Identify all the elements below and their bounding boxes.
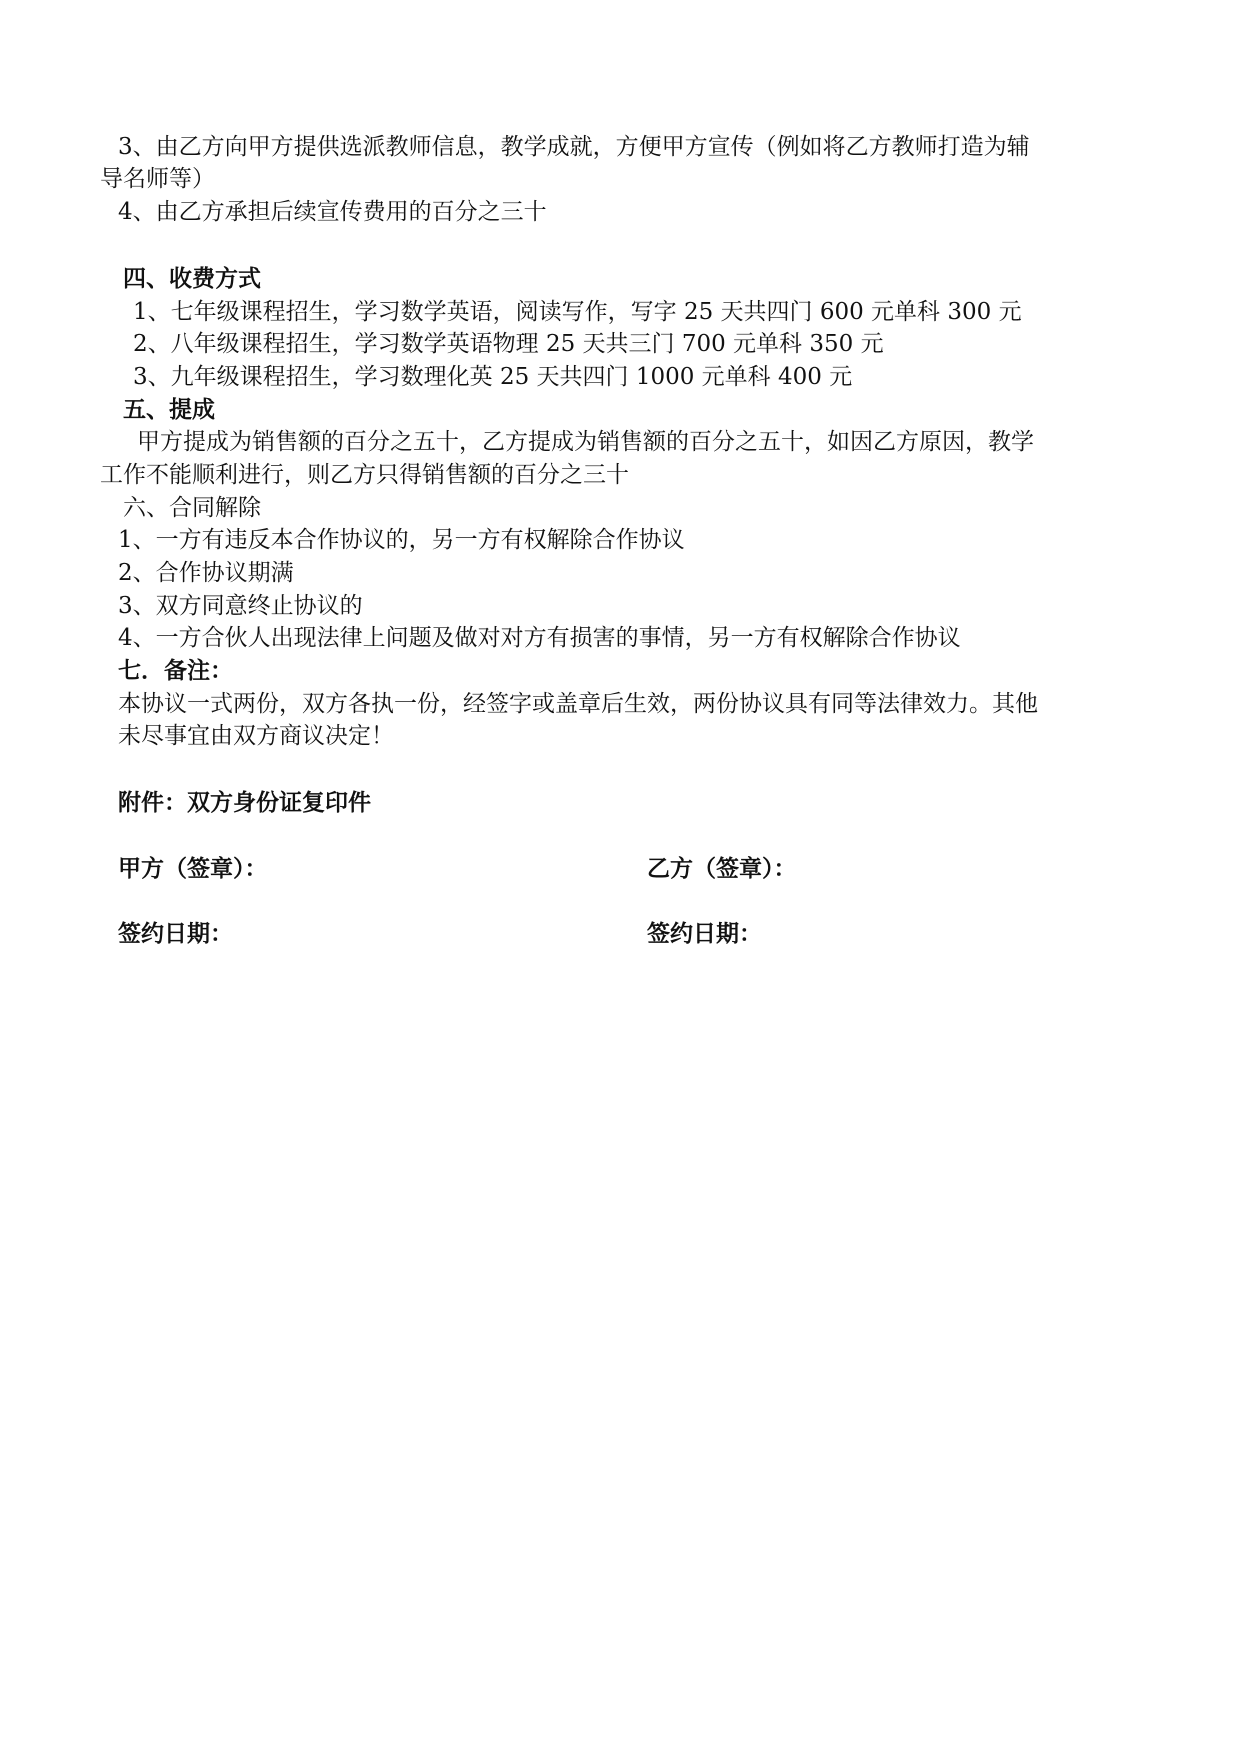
section4-item-2: 2、八年级课程招生，学习数学英语物理 25 天共三门 700 元单科 350 元 bbox=[133, 331, 884, 357]
section3-item3-line2: 导名师等） bbox=[100, 166, 215, 192]
section3-item4: 4、由乙方承担后续宣传费用的百分之三十 bbox=[118, 199, 547, 225]
section4-item-3: 3、九年级课程招生，学习数理化英 25 天共四门 1000 元单科 400 元 bbox=[133, 364, 853, 390]
section7-heading: 七．备注： bbox=[118, 658, 233, 684]
section6-heading: 六、合同解除 bbox=[123, 495, 261, 521]
attachment-note: 附件：双方身份证复印件 bbox=[118, 790, 371, 816]
section4-item-1: 1、七年级课程招生，学习数学英语，阅读写作，写字 25 天共四门 600 元单科 300 元 bbox=[133, 299, 1022, 325]
section6-item-4: 4、一方合伙人出现法律上问题及做对对方有损害的事情，另一方有权解除合作协议 bbox=[118, 625, 961, 651]
section6-item-1: 1、一方有违反本合作协议的，另一方有权解除合作协议 bbox=[118, 527, 685, 553]
section7-para-line1: 本协议一式两份，双方各执一份，经签字或盖章后生效，两份协议具有同等法律效力。其他 bbox=[118, 691, 1038, 717]
section6-item-2: 2、合作协议期满 bbox=[118, 560, 294, 586]
section5-para-line2: 工作不能顺利进行，则乙方只得销售额的百分之三十 bbox=[100, 462, 629, 488]
party-b-date-label: 签约日期： bbox=[647, 921, 762, 947]
party-b-signature-label: 乙方（签章）： bbox=[647, 856, 797, 882]
section7-para-line2: 未尽事宜由双方商议决定！ bbox=[118, 723, 394, 749]
party-a-date-label: 签约日期： bbox=[118, 921, 233, 947]
section3-item3-line1: 3、由乙方向甲方提供选派教师信息，教学成就，方便甲方宣传（例如将乙方教师打造为辅 bbox=[118, 134, 1030, 160]
section4-heading: 四、收费方式 bbox=[123, 266, 261, 292]
section5-heading: 五、提成 bbox=[123, 397, 215, 423]
section6-item-3: 3、双方同意终止协议的 bbox=[118, 593, 363, 619]
section5-para-line1: 甲方提成为销售额的百分之五十，乙方提成为销售额的百分之五十，如因乙方原因，教学 bbox=[137, 429, 1034, 455]
party-a-signature-label: 甲方（签章）： bbox=[118, 856, 268, 882]
